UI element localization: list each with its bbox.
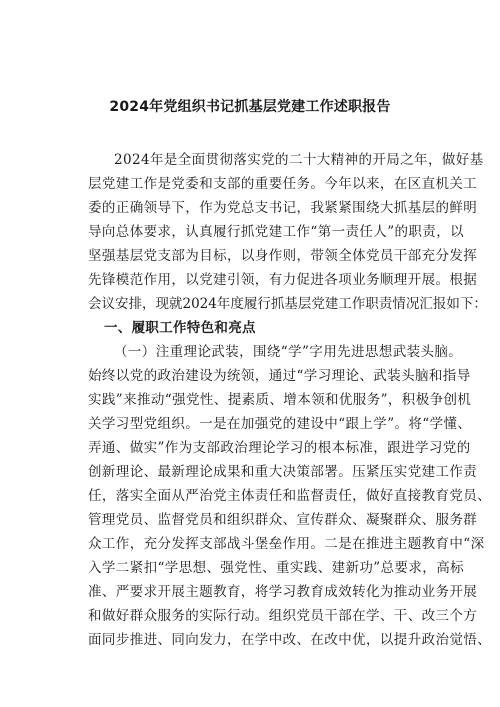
intro-line-2: 层党建工作是党委和支部的重要任务。今年以来，在区直机关工 <box>88 176 478 192</box>
intro-line-7: 会议安排，现就2024年度履行抓基层党建工作职责情况汇报如下： <box>88 296 487 312</box>
intro-line-5: 坚强基层党支部为目标，以身作则，带领全体党员干部充分发挥 <box>88 248 478 264</box>
section-line-10: 入学二紧扣“学思想、强党性、重实践、建新功”总要求，高标 <box>88 560 465 576</box>
section-line-12: 和做好群众服务的实际行动。组织党员干部在学、干、改三个方 <box>88 608 478 624</box>
section-heading: 一、履职工作特色和亮点 <box>104 320 256 336</box>
section-line-13: 面同步推进、同向发力，在学中改、在改中优，以提升政治觉悟、 <box>88 632 492 648</box>
section-line-3: 实践”来推动“强党性、提素质、增本领和优服务”，积极争创机 <box>88 392 472 408</box>
section-line-7: 任，落实全面从严治党主体责任和监督责任，做好直接教育党员、 <box>88 488 492 504</box>
section-line-11: 准、严要求开展主题教育，将学习教育成效转化为推动业务开展 <box>88 584 478 600</box>
intro-line-6: 先锋模范作用，以党建引领，有力促进各项业务顺理开展。根据 <box>88 272 478 288</box>
intro-line-4: 导向总体要求，认真履行抓党建工作“第一责任人”的职责，以 <box>88 224 465 240</box>
intro-line-1: 2024年是全面贯彻落实党的二十大精神的开局之年，做好基 <box>114 152 484 168</box>
section-line-8: 管理党员、监督党员和组织群众、宣传群众、凝聚群众、服务群 <box>88 512 478 528</box>
section-line-2: 始终以党的政治建设为统领，通过“学习理论、武装头脑和指导 <box>88 368 471 384</box>
intro-line-3: 委的正确领导下，作为党总支书记，我紧紧围绕大抓基层的鲜明 <box>88 200 478 216</box>
section-line-4: 关学习型党组织。一是在加强党的建设中“跟上学”。将“学懂、 <box>88 416 472 432</box>
section-line-9: 众工作，充分发挥支部战斗堡垒作用。二是在推进主题教育中“深 <box>88 536 485 552</box>
section-line-5: 弄通、做实”作为支部政治理论学习的根本标准，跟进学习党的 <box>88 440 471 456</box>
document-title: 2024年党组织书记抓基层党建工作述职报告 <box>109 99 391 115</box>
section-line-1: （一）注重理论武装，围绕“学”字用先进思想武装头脑。 <box>114 344 463 360</box>
section-line-6: 创新理论、最新理论成果和重大决策部署。压紧压实党建工作责 <box>88 464 478 480</box>
